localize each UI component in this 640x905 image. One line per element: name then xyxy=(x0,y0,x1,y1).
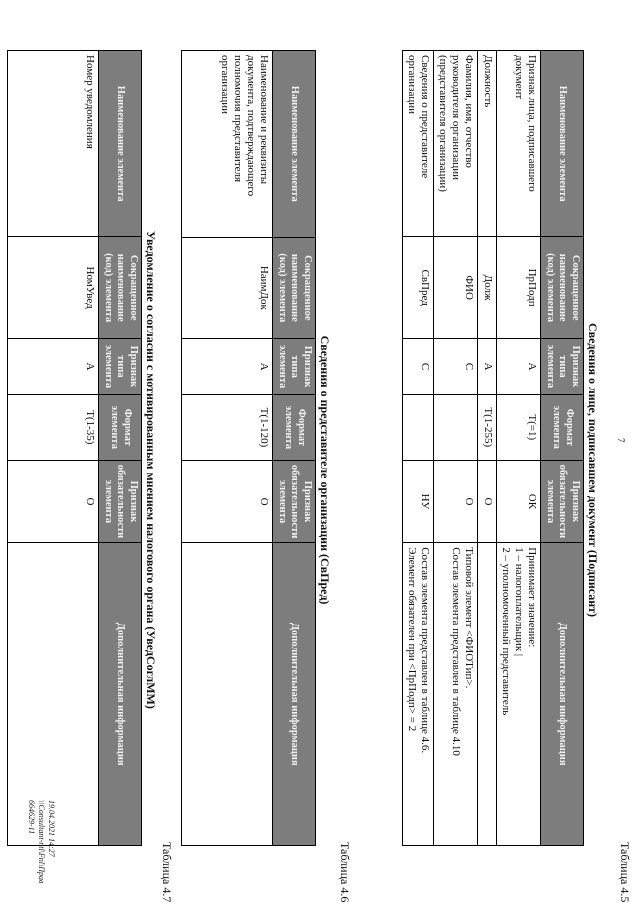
table-cell: О xyxy=(478,460,496,543)
column-header: Дополнительная информация xyxy=(99,543,142,846)
table-caption-4-5: Таблица 4.5 xyxy=(618,842,632,903)
table-cell xyxy=(433,394,478,460)
table-header-row xyxy=(99,51,142,846)
table-cell: С xyxy=(433,338,478,394)
column-header: Признак обязательности элемента xyxy=(99,460,142,543)
table-cell: НаимДок xyxy=(182,237,273,339)
table-cell: Фамилия, имя, отчество руководителя организации (представителя организации) xyxy=(433,51,478,237)
table-row xyxy=(496,51,541,846)
table-cell: Наименование и реквизиты документа, подтверждающего полномочия представителя организации xyxy=(182,51,273,238)
table-row xyxy=(478,51,496,846)
table-cell: Т(1-120) xyxy=(182,395,273,461)
table-cell: ПрПодп xyxy=(496,237,541,339)
table-header-row xyxy=(273,51,316,846)
table-cell: Должность xyxy=(478,51,496,237)
column-header: Признак обязательности элемента xyxy=(273,460,316,543)
table-cell: НУ xyxy=(402,460,433,543)
column-header: Формат элемента xyxy=(541,394,584,460)
table-cell: Типовой элемент <ФИОТип>. Состав элемента представлен в таблице 4.10 xyxy=(433,543,478,846)
table-header-row xyxy=(541,51,584,846)
table-cell: Признак лица, подписавшего документ xyxy=(496,51,541,237)
table-cell: Номер уведомления xyxy=(8,51,99,237)
table-row xyxy=(8,51,99,846)
column-header: Дополнительная информация xyxy=(541,543,584,846)
column-header: Сокращенное наименование (код) элемента xyxy=(273,237,316,339)
column-header: Признак типа элемента xyxy=(273,339,316,395)
table-cell: О xyxy=(182,460,273,543)
column-header: Наименование элемента xyxy=(99,51,142,237)
column-header: Признак типа элемента xyxy=(99,338,142,394)
column-header: Сокращенное наименование (код) элемента xyxy=(99,237,142,339)
table-cell: НомУвед xyxy=(8,237,99,339)
table-row xyxy=(433,51,478,846)
column-header: Признак типа элемента xyxy=(541,338,584,394)
table-cell: Т(1-255) xyxy=(478,394,496,460)
table-cell xyxy=(478,543,496,846)
table-cell: Долж xyxy=(478,237,496,339)
footer-path: \\Consultant-ntl\Fnl\Прав 664629-11 xyxy=(27,800,46,884)
column-header: Признак обязательности элемента xyxy=(541,460,584,543)
table-cell xyxy=(182,543,273,846)
table-cell: СвПред xyxy=(402,237,433,339)
table-4-6 xyxy=(181,50,316,846)
table-cell: Сведения о представителе организации xyxy=(402,51,433,237)
table-cell xyxy=(402,394,433,460)
table-cell: А xyxy=(8,338,99,394)
table-cell: ОК xyxy=(496,460,541,543)
table-title-4-5: Сведения о лице, подписавшем документ (Подписант) xyxy=(586,322,600,618)
table-4-5 xyxy=(402,50,584,846)
column-header: Формат элемента xyxy=(273,395,316,461)
table-cell: С xyxy=(402,338,433,394)
table-cell: ФИО xyxy=(433,237,478,339)
table-title-4-7: Уведомление о согласии с мотивированным мнением налогового органа (УведСоглММ) xyxy=(144,231,158,709)
table-cell: Принимает значение: 1 – налогоплательщик | 2 – уполномоченный представитель xyxy=(496,543,541,846)
table-cell: А xyxy=(496,338,541,394)
column-header: Дополнительная информация xyxy=(273,543,316,846)
table-cell: Т(1-35) xyxy=(8,394,99,460)
table-cell: А xyxy=(182,339,273,395)
table-4-7 xyxy=(7,50,142,846)
page-number: 7 xyxy=(616,438,626,443)
column-header: Наименование элемента xyxy=(273,51,316,238)
table-caption-4-6: Таблица 4.6 xyxy=(338,842,352,903)
table-cell: Состав элемента представлен в таблице 4.6. Элемент обязателен при <ПрПодп> = 2 xyxy=(402,543,433,846)
column-header: Наименование элемента xyxy=(541,51,584,237)
document-footer xyxy=(26,800,56,905)
table-cell: Т(=1) xyxy=(496,394,541,460)
column-header: Сокращенное наименование (код) элемента xyxy=(541,237,584,339)
footer-timestamp: 19.04.2021 14:27 xyxy=(47,800,56,857)
table-row xyxy=(182,51,273,846)
column-header: Формат элемента xyxy=(99,394,142,460)
table-cell: О xyxy=(433,460,478,543)
table-cell: О xyxy=(8,460,99,543)
table-title-4-6: Сведения о представителе организации (СвПред) xyxy=(318,335,332,605)
table-cell: А xyxy=(478,338,496,394)
table-caption-4-7: Таблица 4.7 xyxy=(160,842,174,903)
table-row xyxy=(402,51,433,846)
